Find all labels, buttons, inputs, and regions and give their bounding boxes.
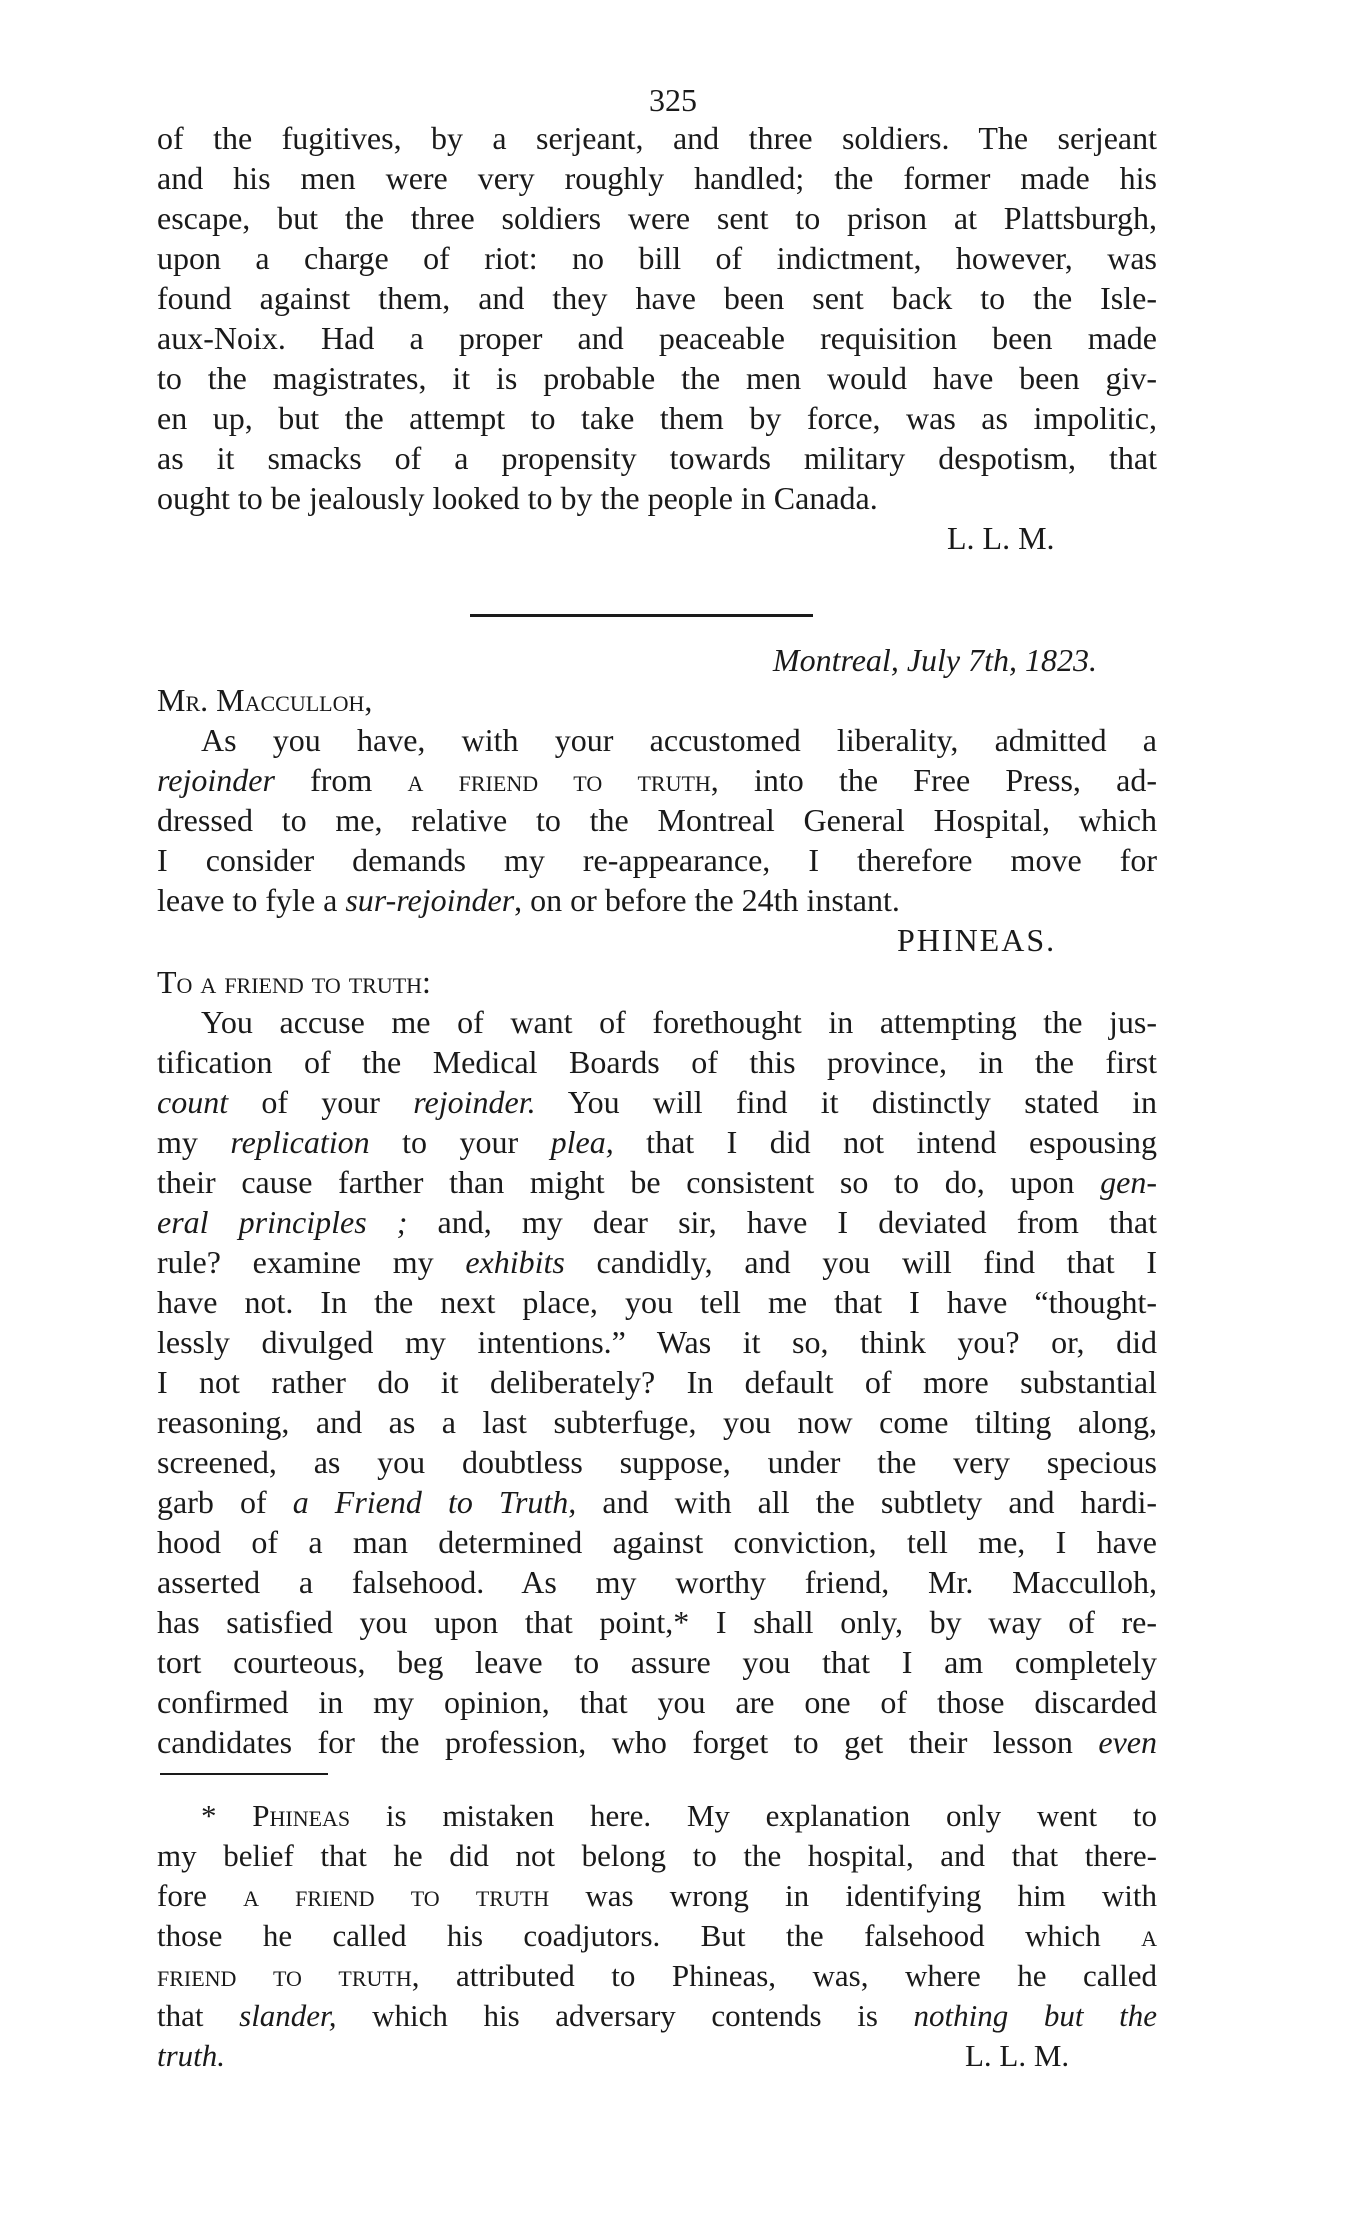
text-segment: a friend to truth	[243, 1878, 550, 1913]
text-segment: nothing but the	[913, 1998, 1157, 2033]
text-segment: is mistaken here. My explanation only went to	[350, 1798, 1157, 1833]
text-line: aux-Noix. Had a proper and peaceable requisition been made	[157, 320, 1157, 356]
section-divider	[470, 614, 813, 617]
text-line: upon a charge of riot: no bill of indictment, however, was	[157, 240, 1157, 276]
signature: PHINEAS.	[897, 922, 1057, 958]
text-segment: garb of	[157, 1484, 293, 1520]
text-line	[157, 1042, 1157, 1082]
text-segment: plea,	[550, 1124, 614, 1160]
text-line	[157, 1682, 1157, 1722]
text-line	[157, 1402, 1157, 1442]
text-segment: even	[1098, 1724, 1157, 1760]
text-line	[157, 1916, 1157, 1956]
text-line	[157, 1322, 1157, 1362]
text-segment: of your	[228, 1084, 414, 1120]
text-segment: count	[157, 1084, 229, 1120]
text-segment: that I did not intend espousing	[613, 1124, 1158, 1160]
text-line	[157, 1796, 1157, 1836]
text-segment: a	[1141, 1918, 1157, 1953]
text-line: en up, but the attempt to take them by force, was as impolitic,	[157, 400, 1157, 436]
text-segment: have not. In the next place, you tell me that I have “thought-	[157, 1284, 1157, 1320]
text-line: dressed to me, relative to the Montreal General Hospital, which	[157, 802, 1157, 838]
text-segment: rejoinder.	[413, 1084, 536, 1120]
text-line: truth.	[157, 2038, 226, 2073]
text-line	[157, 1642, 1157, 1682]
text-segment: exhibits	[465, 1244, 565, 1280]
text-line: escape, but the three soldiers were sent to prison at Plattsburgh,	[157, 200, 1157, 236]
text-line	[157, 1996, 1157, 2036]
text-segment: which his adversary contends is	[336, 1998, 914, 2033]
text-segment: confirmed in my opinion, that you are one of those discarded	[157, 1684, 1157, 1720]
text-line	[157, 1836, 1157, 1876]
text-segment: I not rather do it deliberately? In default of more substantial	[157, 1364, 1157, 1400]
text-segment: slander,	[239, 1998, 337, 2033]
text-line	[157, 1522, 1157, 1562]
footnote-rule	[160, 1773, 328, 1775]
text-segment: lessly divulged my intentions.” Was it so, think you? or, did	[157, 1324, 1157, 1360]
text-line: As you have, with your accustomed liberality, admitted a	[201, 722, 1157, 758]
text-segment: gen-	[1100, 1164, 1157, 1200]
text-segment: those he called his coadjutors. But the falsehood which	[157, 1918, 1142, 1953]
text-segment: reasoning, and as a last subterfuge, you now come tilting along,	[157, 1404, 1157, 1440]
text-line	[157, 1122, 1157, 1162]
text-line	[157, 1362, 1157, 1402]
text-segment: tification of the Medical Boards of this province, in the first	[157, 1044, 1157, 1080]
text-line: and his men were very roughly handled; the former made his	[157, 160, 1157, 196]
text-segment: asserted a falsehood. As my worthy friend, Mr. Macculloh,	[157, 1564, 1157, 1600]
text-segment: and with all the subtlety and hardi-	[576, 1484, 1158, 1520]
text-line: I consider demands my re-appearance, I therefore move for	[157, 842, 1157, 878]
text-segment: hood of a man determined against conviction, tell me, I have	[157, 1524, 1157, 1560]
text-segment: eral principles ;	[157, 1204, 408, 1240]
text-line	[157, 1202, 1157, 1242]
text-line	[157, 1282, 1157, 1322]
text-segment: candidates for the profession, who forget to get their lesson	[157, 1724, 1099, 1760]
page-number: 325	[649, 82, 697, 118]
text-segment: candidly, and you will find that I	[564, 1244, 1158, 1280]
text-segment: their cause farther than might be consistent so to do, upon	[157, 1164, 1101, 1200]
text-line: rejoinder from a friend to truth, into the Free Press, ad-	[157, 762, 1158, 798]
text-line	[157, 1956, 1157, 1996]
text-segment: Phineas	[252, 1798, 351, 1833]
text-segment: and, my dear sir, have I deviated from that	[407, 1204, 1158, 1240]
text-segment: *	[201, 1798, 253, 1833]
text-line: of the fugitives, by a serjeant, and three soldiers. The serjeant	[157, 120, 1157, 156]
text-segment: attributed to Phineas, was, where he called	[419, 1958, 1157, 1993]
text-line	[157, 1562, 1157, 1602]
text-segment: has satisfied you upon that point,* I shall only, by way of re-	[157, 1604, 1157, 1640]
text-segment: was wrong in identifying him with	[549, 1878, 1158, 1913]
text-segment: to your	[369, 1124, 551, 1160]
text-line: leave to fyle a sur-rejoinder, on or before the 24th instant.	[157, 882, 900, 918]
signature: L. L. M.	[947, 520, 1055, 556]
signature: L. L. M.	[965, 2038, 1070, 2073]
text-line	[157, 1002, 1157, 1042]
text-line	[157, 1242, 1157, 1282]
text-line: as it smacks of a propensity towards military despotism, that	[157, 440, 1157, 476]
reply-heading: To a friend to truth:	[157, 964, 431, 1000]
text-segment: fore	[157, 1878, 244, 1913]
text-segment: a Friend to Truth,	[292, 1484, 577, 1520]
text-line	[157, 1162, 1157, 1202]
text-line	[157, 1082, 1157, 1122]
text-line: ought to be jealously looked to by the people in Canada.	[157, 480, 878, 516]
text-segment: rule? examine my	[157, 1244, 466, 1280]
text-segment: my belief that he did not belong to the hospital, and that there-	[157, 1838, 1157, 1873]
text-segment: my	[157, 1124, 231, 1160]
text-segment: that	[157, 1998, 240, 2033]
text-line: found against them, and they have been sent back to the Isle-	[157, 280, 1157, 316]
text-segment: tort courteous, beg leave to assure you that I am completely	[157, 1644, 1157, 1680]
salutation: Mr. Macculloh,	[157, 682, 373, 718]
text-segment: You accuse me of want of forethought in attempting the jus-	[201, 1004, 1157, 1040]
text-line	[157, 1876, 1157, 1916]
text-segment: You will find it distinctly stated in	[535, 1084, 1158, 1120]
dateline: Montreal, July 7th, 1823.	[772, 642, 1097, 678]
text-segment: friend to truth,	[157, 1958, 420, 1993]
text-line: to the magistrates, it is probable the men would have been giv-	[157, 360, 1157, 396]
text-segment: replication	[230, 1124, 370, 1160]
text-line	[157, 1482, 1157, 1522]
text-line	[157, 1722, 1157, 1762]
text-segment: screened, as you doubtless suppose, under the very specious	[157, 1444, 1157, 1480]
text-line	[157, 1442, 1157, 1482]
text-line	[157, 1602, 1157, 1642]
